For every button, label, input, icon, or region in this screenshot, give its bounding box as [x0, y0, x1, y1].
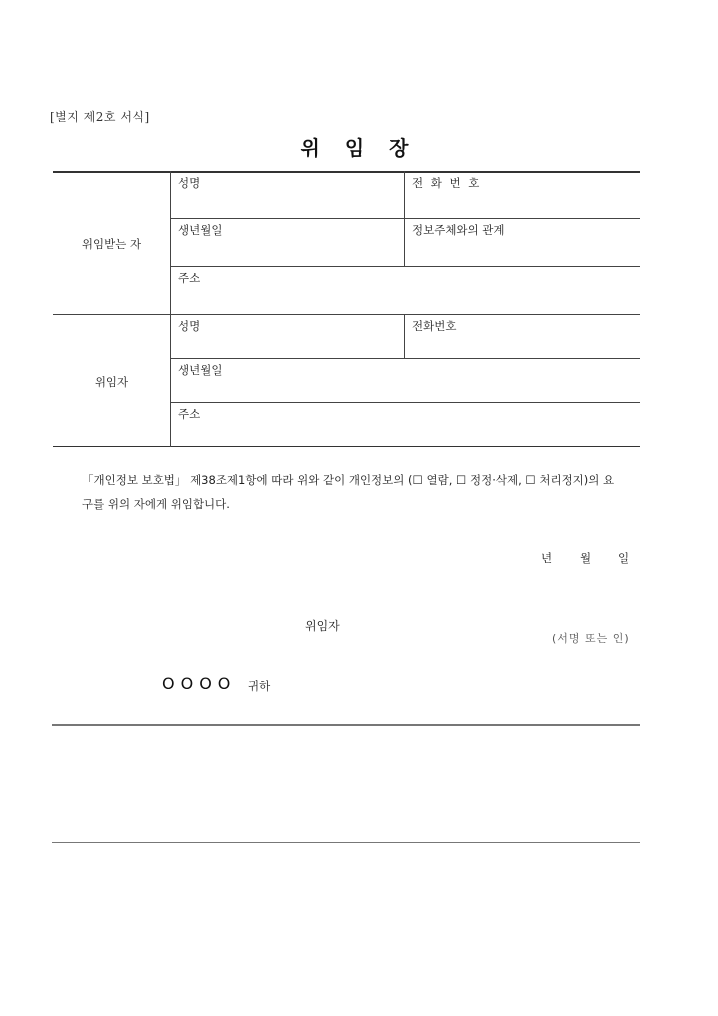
delegation-statement: [82, 468, 642, 516]
row-divider: [170, 358, 640, 359]
delegatee-phone-field[interactable]: 전 화 번 호: [412, 176, 482, 190]
label-column-divider: [170, 171, 171, 447]
delegatee-relation-field[interactable]: 정보주체와의 관계: [412, 223, 505, 237]
form-number-label: [별지 제2호 서식]: [50, 110, 150, 124]
delegatee-address-field[interactable]: 주소: [178, 271, 201, 285]
field-column-divider: [404, 314, 405, 358]
delegator-address-field[interactable]: 주소: [178, 407, 201, 421]
signature-seal-note[interactable]: (서명 또는 인): [552, 632, 630, 645]
date-day-label[interactable]: 일: [618, 551, 630, 565]
delegator-birthdate-field[interactable]: 생년월일: [178, 363, 223, 377]
section-divider: [53, 314, 640, 315]
delegatee-section-label: 위임받는 자: [81, 237, 142, 251]
delegator-section-label: 위임자: [94, 375, 129, 389]
table-bottom-border: [53, 446, 640, 447]
delegatee-birthdate-field[interactable]: 생년월일: [178, 223, 223, 237]
row-divider: [170, 266, 640, 267]
delegation-form-table: [53, 171, 640, 448]
table-top-border: [53, 171, 640, 173]
page-title: 위 임 장: [300, 136, 418, 160]
divider-line: [52, 842, 640, 843]
row-divider: [170, 402, 640, 403]
statement-line-2: 구를 위의 자에게 위임합니다.: [82, 497, 230, 511]
statement-line-1: 「개인정보 보호법」 제38조제1항에 따라 위와 같이 개인정보의 (☐ 열람, ☐ 정정·삭제, ☐ 처리정지)의 요: [82, 473, 615, 487]
delegator-phone-field[interactable]: 전화번호: [412, 319, 457, 333]
field-column-divider: [404, 171, 405, 266]
divider-line: [52, 724, 640, 726]
recipient-suffix: 귀하: [248, 679, 271, 693]
row-divider: [170, 218, 640, 219]
date-month-label[interactable]: 월: [580, 551, 592, 565]
signature-label: 위임자: [305, 619, 340, 633]
date-year-label[interactable]: 년: [541, 551, 553, 565]
delegatee-name-field[interactable]: 성명: [178, 176, 201, 190]
recipient-name: OOOO: [162, 674, 237, 693]
delegator-name-field[interactable]: 성명: [178, 319, 201, 333]
